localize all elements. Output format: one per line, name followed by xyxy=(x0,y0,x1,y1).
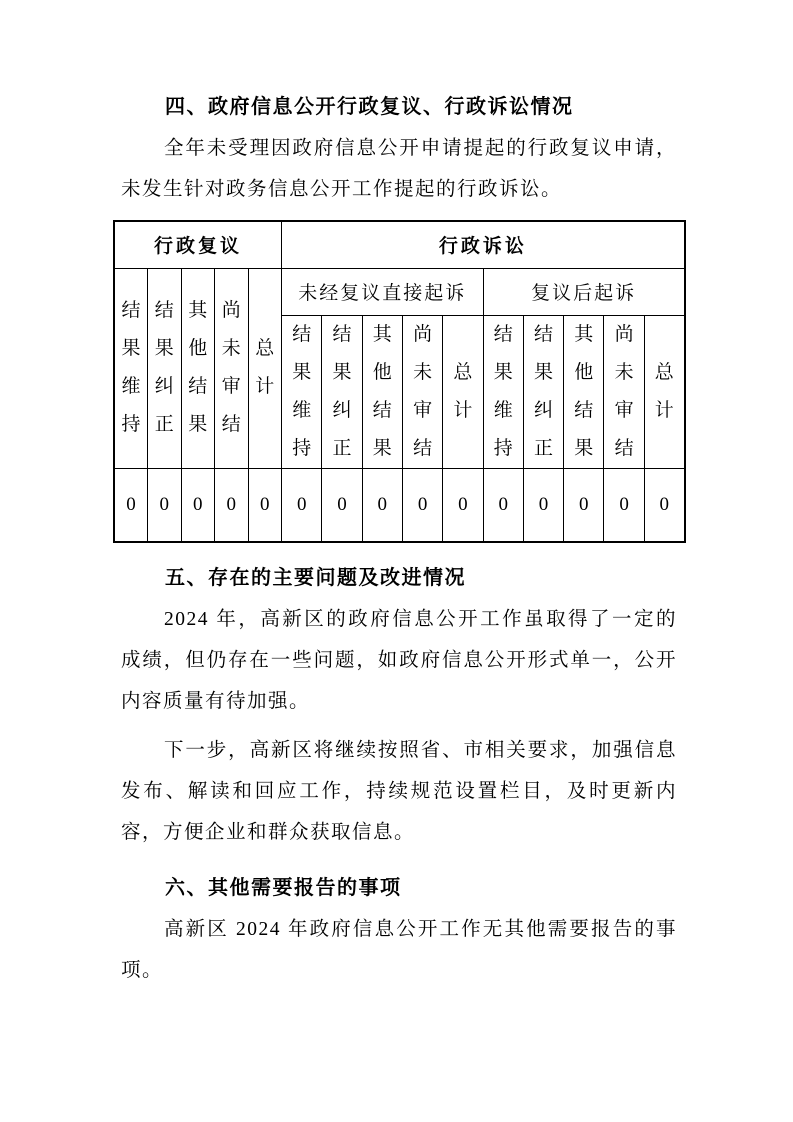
col-header-postreview-result-upheld xyxy=(483,315,523,468)
section-6-heading: 六、其他需要报告的事项 xyxy=(165,877,402,899)
subgroup-header-post-review-suit: 复议后起诉 xyxy=(483,268,685,315)
col-header-direct-result-corrected xyxy=(322,315,362,468)
value-cell: 0 xyxy=(148,468,182,542)
col-header-review-pending xyxy=(215,268,249,468)
value-cell: 0 xyxy=(483,468,523,542)
value-cell: 0 xyxy=(282,468,322,542)
col-header-review-other-result xyxy=(181,268,215,468)
value-cell: 0 xyxy=(402,468,442,542)
col-header-text: 结果维持 xyxy=(493,323,513,459)
col-header-postreview-pending xyxy=(604,315,644,468)
value-cell: 0 xyxy=(322,468,362,542)
col-header-text: 结果维持 xyxy=(292,323,312,459)
col-header-text: 总计 xyxy=(453,361,473,421)
col-header-text: 结果维持 xyxy=(121,300,141,435)
value-cell: 0 xyxy=(114,468,148,542)
col-header-direct-other-result xyxy=(362,315,402,468)
col-header-text: 尚未审结 xyxy=(413,323,433,459)
table-group-header-row xyxy=(114,221,685,268)
section-5-paragraph-2: 下一步，高新区将继续按照省、市相关要求，加强信息发布、解读和回应工作，持续规范设置栏目，及时更新内容，方便企业和群众获取信息。 xyxy=(121,740,677,843)
col-header-text: 结果纠正 xyxy=(154,300,174,435)
value-cell: 0 xyxy=(564,468,604,542)
value-cell: 0 xyxy=(523,468,563,542)
value-cell: 0 xyxy=(604,468,644,542)
col-header-postreview-result-corrected xyxy=(523,315,563,468)
col-header-text: 总计 xyxy=(255,338,275,397)
col-header-text: 其他结果 xyxy=(574,323,594,459)
value-cell: 0 xyxy=(215,468,249,542)
col-header-direct-pending xyxy=(402,315,442,468)
col-header-postreview-other-result xyxy=(564,315,604,468)
section-5-paragraph-1: 2024 年，高新区的政府信息公开工作虽取得了一定的成绩，但仍存在一些问题，如政府信息公开形式单一，公开内容质量有待加强。 xyxy=(121,609,677,712)
col-header-review-total xyxy=(248,268,282,468)
value-cell: 0 xyxy=(362,468,402,542)
col-header-direct-total xyxy=(443,315,483,468)
col-header-text: 尚未审结 xyxy=(614,323,634,459)
table-subgroup-header-row xyxy=(114,268,685,315)
value-cell: 0 xyxy=(181,468,215,542)
value-cell: 0 xyxy=(644,468,684,542)
col-header-review-result-upheld xyxy=(114,268,148,468)
value-cell: 0 xyxy=(443,468,483,542)
col-header-direct-result-upheld xyxy=(282,315,322,468)
col-header-text: 结果纠正 xyxy=(533,323,553,459)
value-cell: 0 xyxy=(248,468,282,542)
col-header-text: 其他结果 xyxy=(372,323,392,459)
col-header-text: 其他结果 xyxy=(188,300,208,435)
section-4-paragraph: 全年未受理因政府信息公开申请提起的行政复议申请，未发生针对政务信息公开工作提起的行政诉讼。 xyxy=(121,138,677,200)
group-header-admin-reconsideration: 行政复议 xyxy=(114,221,282,268)
subgroup-header-direct-suit: 未经复议直接起诉 xyxy=(282,268,483,315)
table-value-row xyxy=(114,468,685,542)
col-header-text: 总计 xyxy=(654,361,674,421)
section-5-heading: 五、存在的主要问题及改进情况 xyxy=(165,567,466,589)
group-header-admin-litigation: 行政诉讼 xyxy=(282,221,685,268)
col-header-text: 结果纠正 xyxy=(332,323,352,459)
section-4-heading: 四、政府信息公开行政复议、行政诉讼情况 xyxy=(165,96,574,118)
col-header-text: 尚未审结 xyxy=(221,300,241,435)
col-header-review-result-corrected xyxy=(148,268,182,468)
section-6-paragraph: 高新区 2024 年政府信息公开工作无其他需要报告的事项。 xyxy=(121,919,677,981)
admin-review-litigation-table xyxy=(113,220,686,543)
col-header-postreview-total xyxy=(644,315,684,468)
